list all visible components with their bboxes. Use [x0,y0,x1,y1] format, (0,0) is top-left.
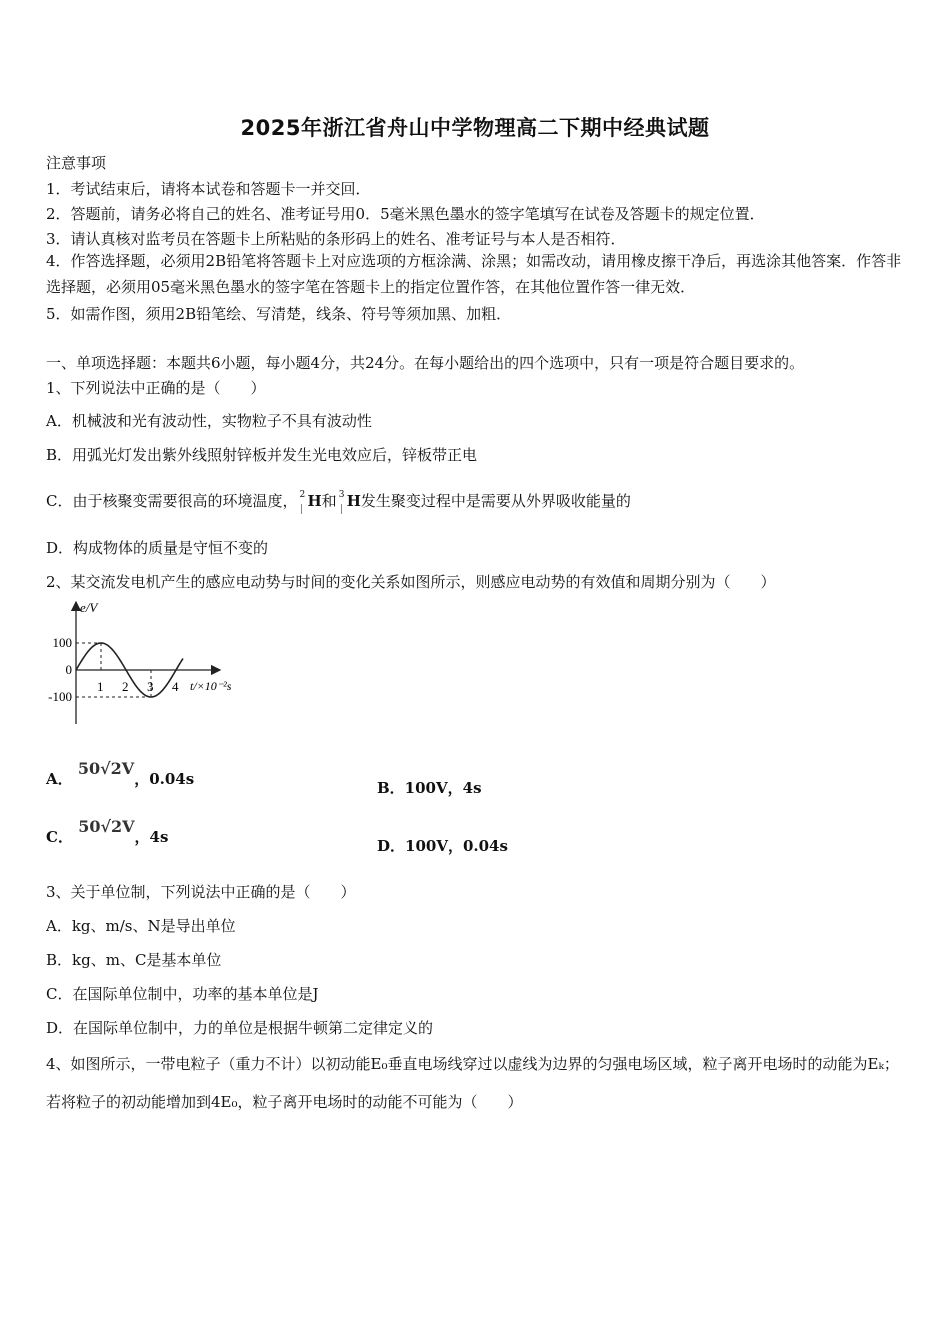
q3-option-c: C．在国际单位制中，功率的基本单位是J [46,985,319,1003]
q2-c-label: C． [46,828,73,846]
x-tick-2: 2 [122,679,129,694]
q1-option-c [46,490,631,511]
notice-item-4: 4．作答选择题，必须用2B铅笔将答题卡上对应选项的方框涂满、涂黑；如需改动，请用橡皮擦干净后，再选涂其他答案．作答非选择题，必须用05毫米黑色墨水的签字笔在答题卡上的指定位置作答，在其他位置作答一律无效． [46,252,902,296]
q2-stem: 2、某交流发电机产生的感应电动势与时间的变化关系如图所示，则感应电动势的有效值和周期分别为（ ） [46,573,776,591]
emf-time-graph [40,598,250,728]
q1-c-post: 发生聚变过程中是需要从外界吸收能量的 [360,492,631,510]
y-tick-0: 0 [65,662,72,677]
q2-a-rest: ，0.04s [134,770,195,788]
x-tick-labels [97,679,179,694]
isotope-1-symbol: H [307,492,322,510]
y-tick--100: -100 [48,689,72,704]
q1-option-d: D．构成物体的质量是守恒不变的 [46,539,269,557]
notice-item-3: 3．请认真核对监考员在答题卡上所粘贴的条形码上的姓名、准考证号与本人是否相符． [46,230,626,248]
y-tick-labels [48,635,72,704]
q1-c-pre: C．由于核聚变需要很高的环境温度， [46,492,298,510]
section-heading: 一、单项选择题：本题共6小题，每小题4分，共24分。在每小题给出的四个选项中，只有一项是符合题目要求的。 [46,354,805,372]
exam-title: 2025年浙江省舟山中学物理高二下期中经典试题 [240,116,710,140]
notice-item-1: 1．考试结束后，请将本试卷和答题卡一并交回． [46,180,371,198]
q2-c-value: 50√2V [78,817,135,836]
x-tick-4: 4 [172,679,179,694]
q4-stem: 4、如图所示，一带电粒子（重力不计）以初动能E₀垂直电场线穿过以虚线为边界的匀强电场区域，粒子离开电场时的动能为Eₖ；若将粒子的初动能增加到4E₀，粒子离开电场时的动能不可能为（ ） [46,1055,899,1111]
q3-option-a: A．kg、m/s、N是导出单位 [46,917,236,935]
isotope-1-mass: 2 [299,490,306,500]
q2-option-a [46,759,195,789]
q2-option-d: D．100V，0.04s [377,837,508,855]
q3-option-d: D．在国际单位制中，力的单位是根据牛顿第二定律定义的 [46,1019,434,1037]
q1-c-mid: 和 [321,492,337,510]
x-tick-3: 3 [147,679,154,694]
q2-option-b: B．100V，4s [377,779,482,797]
q2-option-c [46,817,169,847]
q2-a-label: A． [46,770,73,788]
y-axis-label: e/V [80,600,98,615]
q3-option-b: B．kg、m、C是基本单位 [46,951,222,969]
y-tick-100: 100 [52,635,72,650]
isotope-2-symbol: H [346,492,361,510]
q1-option-a: A．机械波和光有波动性，实物粒子不具有波动性 [46,412,372,430]
q2-a-value: 50√2V [77,759,135,778]
notice-item-5: 5．如需作图，须用2B铅笔绘、写清楚，线条、符号等须加黑、加粗． [46,305,512,323]
notice-heading: 注意事项 [46,154,107,172]
q1-stem: 1、下列说法中正确的是（ ） [46,379,266,397]
q3-stem: 3、关于单位制，下列说法中正确的是（ ） [46,883,356,901]
q1-option-b: B．用弧光灯发出紫外线照射锌板并发生光电效应后，锌板带正电 [46,446,478,464]
notice-item-2: 2．答题前，请务必将自己的姓名、准考证号用0．5毫米黑色墨水的签字笔填写在试卷及答题卡的规定位置． [46,205,765,223]
x-axis-label: t/×10⁻²s [190,679,232,693]
x-tick-1: 1 [97,679,104,694]
q2-c-rest: ，4s [134,828,169,846]
isotope-2-mass: 3 [338,490,345,500]
